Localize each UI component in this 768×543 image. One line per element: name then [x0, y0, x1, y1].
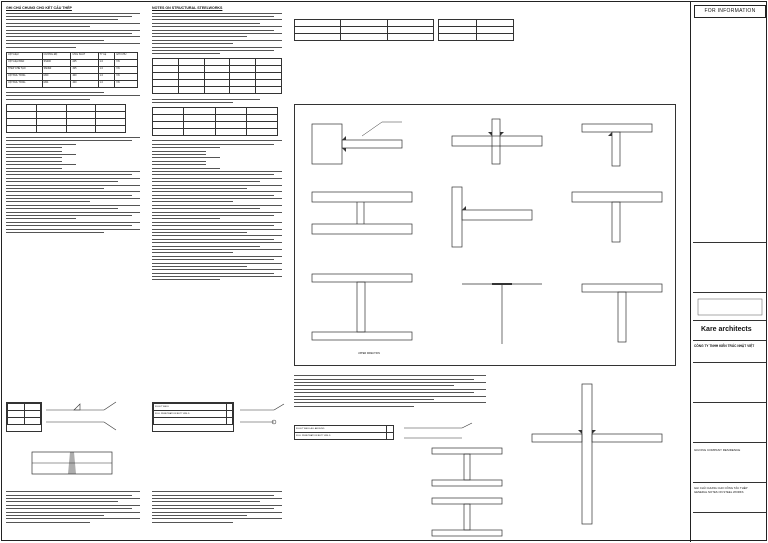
table-row [153, 66, 282, 73]
table-cell: VẬT BUL TÔNG [7, 73, 43, 80]
table-cell: SM490 [42, 66, 71, 73]
table-cell: 1.0 [98, 73, 115, 80]
text-line [6, 97, 146, 100]
table-row [7, 59, 138, 66]
weld-type-label: FILLET WELD ALL AROUND [295, 426, 387, 433]
tb-divider [693, 242, 766, 243]
weld-detail-3 [572, 114, 672, 174]
table-cell: 1.0 [98, 80, 115, 87]
table-row [154, 404, 233, 411]
table-cell: 1.0 [98, 66, 115, 73]
table-row [153, 73, 282, 80]
tb-divider [693, 292, 766, 293]
section-detail-b [422, 490, 512, 536]
table-row [154, 418, 233, 425]
weld-type-table [294, 425, 394, 440]
text-line [294, 405, 494, 408]
table-row [153, 59, 282, 66]
table-row [153, 87, 282, 94]
for-information-stamp: FOR INFORMATION [694, 5, 766, 18]
en-material-table [152, 58, 282, 94]
table-row [7, 80, 138, 87]
en-weld-table [152, 402, 234, 432]
vn-butt-weld-drawing [22, 442, 122, 482]
material-table [6, 52, 138, 88]
architect-logo: Kare architects [701, 326, 752, 333]
table-row [439, 20, 514, 27]
table-row [153, 122, 278, 129]
table-row [8, 411, 41, 418]
table-cell: THÉP CHẾ TẠO [7, 66, 43, 73]
table-cell: M24 [42, 80, 71, 87]
table-cell: 325 [71, 66, 98, 73]
weld-type-label: FULL PENETRATION BUTT WELD [154, 411, 227, 418]
table-row [7, 104, 126, 111]
table-cell: VẬT LIỆU BẢN [7, 59, 43, 66]
table-row [295, 34, 434, 41]
grade-table [6, 104, 126, 133]
table-row [439, 34, 514, 41]
en-notes-title: NOTES ON STRUCTURAL STEELWORKS [152, 6, 223, 10]
weld-detail-1 [302, 114, 422, 174]
tb-divider [693, 442, 766, 443]
tb-divider [693, 402, 766, 403]
weld-table [153, 403, 233, 425]
drawing-title: GHI CHÚ CHUNG CHO CÔNG TÁC THÉP GENERAL NOTES ON STEEL WORKS [694, 486, 748, 494]
weld-type-label: FILLET WELD [154, 404, 227, 411]
table-cell: VN [115, 59, 138, 66]
vn-weld-table [6, 402, 42, 432]
table-header-cell: TỶ LỆ [98, 52, 115, 59]
table-row [439, 27, 514, 34]
table-cell: 1.0 [98, 59, 115, 66]
weld-detail-4 [302, 182, 422, 252]
table-cell: 400 [71, 73, 98, 80]
en-weld-symbol-drawing [238, 402, 288, 432]
text-line [6, 231, 146, 234]
table-row [8, 404, 41, 411]
text-line [6, 45, 146, 48]
table-row [295, 27, 434, 34]
vn-weld-symbol-drawing [44, 400, 144, 432]
text-line [152, 521, 287, 524]
table-row [153, 115, 278, 122]
tb-divider [693, 340, 766, 341]
en-grade-table [152, 107, 278, 136]
text-line [152, 52, 287, 55]
weld-detail-7 [302, 264, 442, 354]
tb-divider [693, 320, 766, 321]
table-row [295, 20, 434, 27]
table-cell: 400 [71, 80, 98, 87]
tb-divider [693, 512, 766, 513]
vn-notes-title: GHI CHÚ CHUNG CHO KẾT CẤU THÉP [6, 6, 72, 10]
table-header-cell: ỨNG SUẤT [71, 52, 98, 59]
text-line [152, 278, 287, 281]
table-row [153, 129, 278, 136]
en-notes-bottom [152, 490, 287, 524]
project-name: GIUONG COMPANY RESIDENCE [694, 448, 741, 452]
en-notes-column [152, 6, 287, 282]
table-cell: SS400 [42, 59, 71, 66]
vn-notes-bottom [6, 490, 146, 524]
table-header-cell: CƯỜNG ĐỘ [42, 52, 71, 59]
table-cell: VN [115, 80, 138, 87]
text-line [6, 521, 146, 524]
table-row [7, 125, 126, 132]
table-cell: VẬT BUL TÔNG [7, 80, 43, 87]
table-row [7, 111, 126, 118]
connection-detail [522, 374, 672, 534]
table-row [8, 418, 41, 425]
weld-table [7, 403, 41, 425]
weld-detail-8 [452, 264, 552, 354]
weld-detail-2 [442, 114, 562, 174]
table-row [7, 66, 138, 73]
tb-divider [693, 482, 766, 483]
table-cell: M20 [42, 73, 71, 80]
table-cell: 245 [71, 59, 98, 66]
title-block [690, 2, 768, 542]
table-cell: VN [115, 73, 138, 80]
weld-type-label: FULL PENETRATION BUTT WELD [295, 433, 387, 440]
table-row [153, 80, 282, 87]
weld-detail-9 [572, 264, 672, 354]
table-header [7, 52, 138, 59]
drawing-sheet [1, 1, 767, 541]
table-header-cell: VẬT LIỆU [7, 52, 43, 59]
table-row [153, 108, 278, 115]
plate-table [438, 19, 514, 41]
table-row [295, 426, 394, 433]
logo-stamp [697, 298, 763, 316]
weld-detail-5 [432, 182, 552, 252]
table-row [7, 118, 126, 125]
table-row [295, 433, 394, 440]
table-header-cell: GHI CHÚ [115, 52, 138, 59]
section-detail-a [422, 438, 512, 488]
vn-notes-column [6, 6, 146, 234]
weld-detail-6 [562, 182, 672, 252]
company-name: CÔNG TY TNHH KIẾN TRÚC NHẬT VIỆT [694, 344, 755, 348]
text-line [152, 101, 287, 104]
upper-direction-label: UPPER DIRECTION [357, 352, 381, 355]
table-row [7, 73, 138, 80]
table-row [154, 411, 233, 418]
table-cell: VN [115, 66, 138, 73]
col3-notes [294, 374, 494, 408]
tb-divider [693, 362, 766, 363]
bolt-table [294, 19, 434, 41]
